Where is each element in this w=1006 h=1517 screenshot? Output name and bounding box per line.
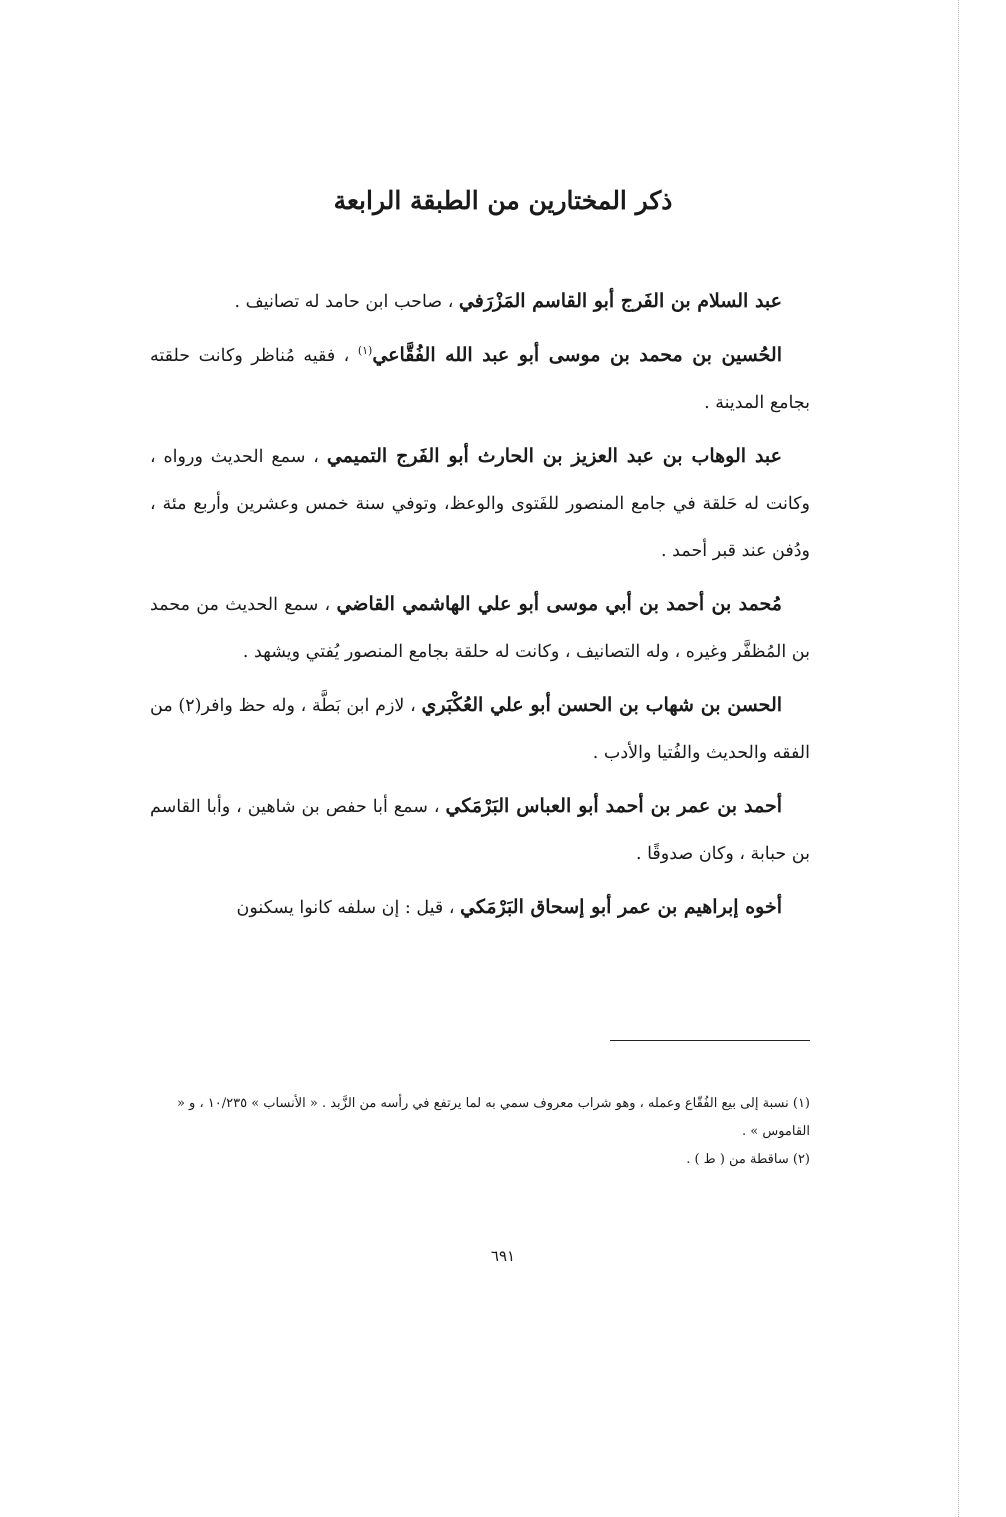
entry-text: ، سمع الحديث من محمد بن المُظفَّر وغيره ، وله التصانيف ، وكانت له حلقة بجامع المنصور يُفتي ويشهد .	[150, 595, 810, 662]
entry-name: أحمد بن عمر بن أحمد أبو العباس البَرْمَكي	[445, 795, 782, 817]
entry-name: عبد السلام بن الفَرج أبو القاسم المَزْرَفي	[458, 290, 782, 312]
entry	[150, 682, 810, 777]
entry-text: ، سمع الحديث ورواه ، وكانت له حَلقة في جامع المنصور للفَتوى والوعظ، وتوفي سنة خمس وعشرين وأربع مئة ، ودُفن عند قبر أحمد .	[150, 447, 810, 561]
entry-name: الحُسين بن محمد بن موسى أبو عبد الله الفُقَّاعي	[372, 344, 782, 366]
chapter-title: ذكر المختارين من الطبقة الرابعة	[333, 186, 673, 215]
entry	[150, 278, 810, 326]
entry-name: مُحمد بن أحمد بن أبي موسى أبو علي الهاشمي القاضي	[336, 593, 782, 615]
footnote-separator	[610, 1040, 810, 1041]
entry-text: ، سمع أبا حفص بن شاهين ، وأبا القاسم بن حبابة ، وكان صدوقًا .	[150, 797, 810, 864]
footnotes	[150, 1090, 810, 1174]
page-edge-line	[958, 0, 959, 1517]
entry-text: ، صاحب ابن حامد له تصانيف .	[234, 292, 459, 312]
entries-list	[150, 278, 810, 938]
entry-name: عبد الوهاب بن عبد العزيز بن الحارث أبو الفَرج التميمي	[326, 445, 782, 467]
entry	[150, 433, 810, 575]
footnote: (١) نسبة إلى بيع الفُقّاع وعمله ، وهو شراب معروف سمي به لما يرتفع في رأسه من الزَّبد . « الأنساب » ١٠/٢٣٥ ، و « القاموس » .	[176, 1096, 810, 1139]
entry	[150, 884, 810, 932]
entry-text: ، فقيه مُناظر وكانت حلقته بجامع المدينة .	[150, 346, 810, 413]
entry-name: أخوه إبراهيم بن عمر أبو إسحاق البَرْمَكي	[460, 896, 782, 918]
entry	[150, 783, 810, 878]
entry-text: ، لازم ابن بَطَّة ، وله حظ وافر(٢) من الفقه والحديث والفُتيا والأدب .	[150, 696, 810, 763]
entry	[150, 332, 810, 427]
footnote-ref: (١)	[357, 344, 373, 358]
entry-name: الحسن بن شهاب بن الحسن أبو علي العُكْبَري	[421, 694, 783, 716]
entry	[150, 581, 810, 676]
entry-text: ، قيل : إن سلفه كانوا يسكنون	[236, 898, 461, 918]
footnote: (٢) ساقطة من ( ط ) .	[686, 1152, 810, 1167]
page-number: ٦٩١	[490, 1247, 516, 1265]
